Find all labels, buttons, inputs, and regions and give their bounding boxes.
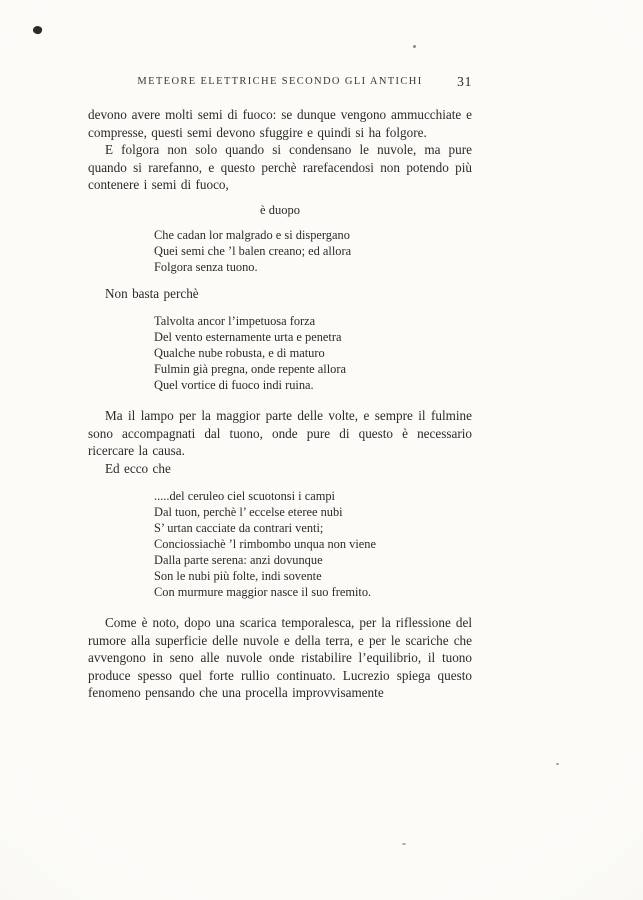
verse-quote-2 xyxy=(154,313,472,393)
verse-line: Del vento esternamente urta e penetra xyxy=(154,330,342,344)
running-head xyxy=(88,76,472,92)
verse-line: Quei semi che ’l balen creano; ed allora xyxy=(154,243,352,258)
verse-line: S’ urtan cacciate da contrari venti; xyxy=(154,521,324,535)
verse-line: Quel vortice di fuoco indi ruina. xyxy=(154,378,314,392)
paragraph-non-basta: Non basta perchè xyxy=(105,285,199,301)
page-number: 31 xyxy=(457,74,472,89)
paragraph-ed-ecco: Ed ecco che xyxy=(105,460,171,476)
verse-line: Che cadan lor malgrado e si dispergano xyxy=(154,227,350,242)
running-title: METEORE ELETTRICHE SECONDO GLI ANTICHI xyxy=(137,76,423,87)
verse-quote-3 xyxy=(154,488,472,600)
scan-artifact xyxy=(556,763,559,765)
verse-line: Talvolta ancor l’impetuosa forza xyxy=(154,314,316,328)
verse-quote-1 xyxy=(154,227,472,275)
verse-line: Con murmure maggior nasce il suo fremito. xyxy=(154,585,372,599)
paragraph-folgora: E folgora non solo quando si condensano le nuvole, ma pure quando si rarefanno, e questo perchè rarefacendosi non potendo più contenere i semi di fuoco, xyxy=(88,142,472,192)
scan-artifact xyxy=(402,843,406,845)
verse-line: Son le nubi più folte, indi sovente xyxy=(154,569,322,583)
verse-line: Folgora senza tuono. xyxy=(154,259,258,274)
verse-line: .....del ceruleo ciel scuotonsi i campi xyxy=(154,489,335,503)
paragraph-come-e-noto: Come è noto, dopo una scarica temporalesca, per la riflessione del rumore alla superficie delle nuvole e della terra, e per le scariche che avvengono in seno alle nuvole onde ristabilire l’equilibrio, il tuono produce spesso quel forte rullio continuato. Lucrezio spiega questo fenomeno pensando che una procella improvvisamente xyxy=(88,615,472,700)
verse-line: Qualche nube robusta, e di maturo xyxy=(154,346,325,360)
paragraph-continuation: devono avere molti semi di fuoco: se dunque vengono ammucchiate e compresse, questi semi devono sfuggire e quindi si ha folgore. xyxy=(88,107,472,140)
verse-line: Fulmin già pregna, onde repente allora xyxy=(154,362,346,376)
verse-line: Conciossiachè ’l rimbombo unqua non viene xyxy=(154,537,376,551)
centered-phrase: è duopo xyxy=(260,202,300,217)
paragraph-ma-il-lampo: Ma il lampo per la maggior parte delle volte, e sempre il fulmine sono accompagnati dal tuono, onde pure di questo è necessario ricercare la causa. xyxy=(88,408,472,458)
verse-line: Dal tuon, perchè l’ eccelse eteree nubi xyxy=(154,505,343,519)
verse-line: Dalla parte serena: anzi dovunque xyxy=(154,553,323,567)
text-block xyxy=(88,106,472,702)
